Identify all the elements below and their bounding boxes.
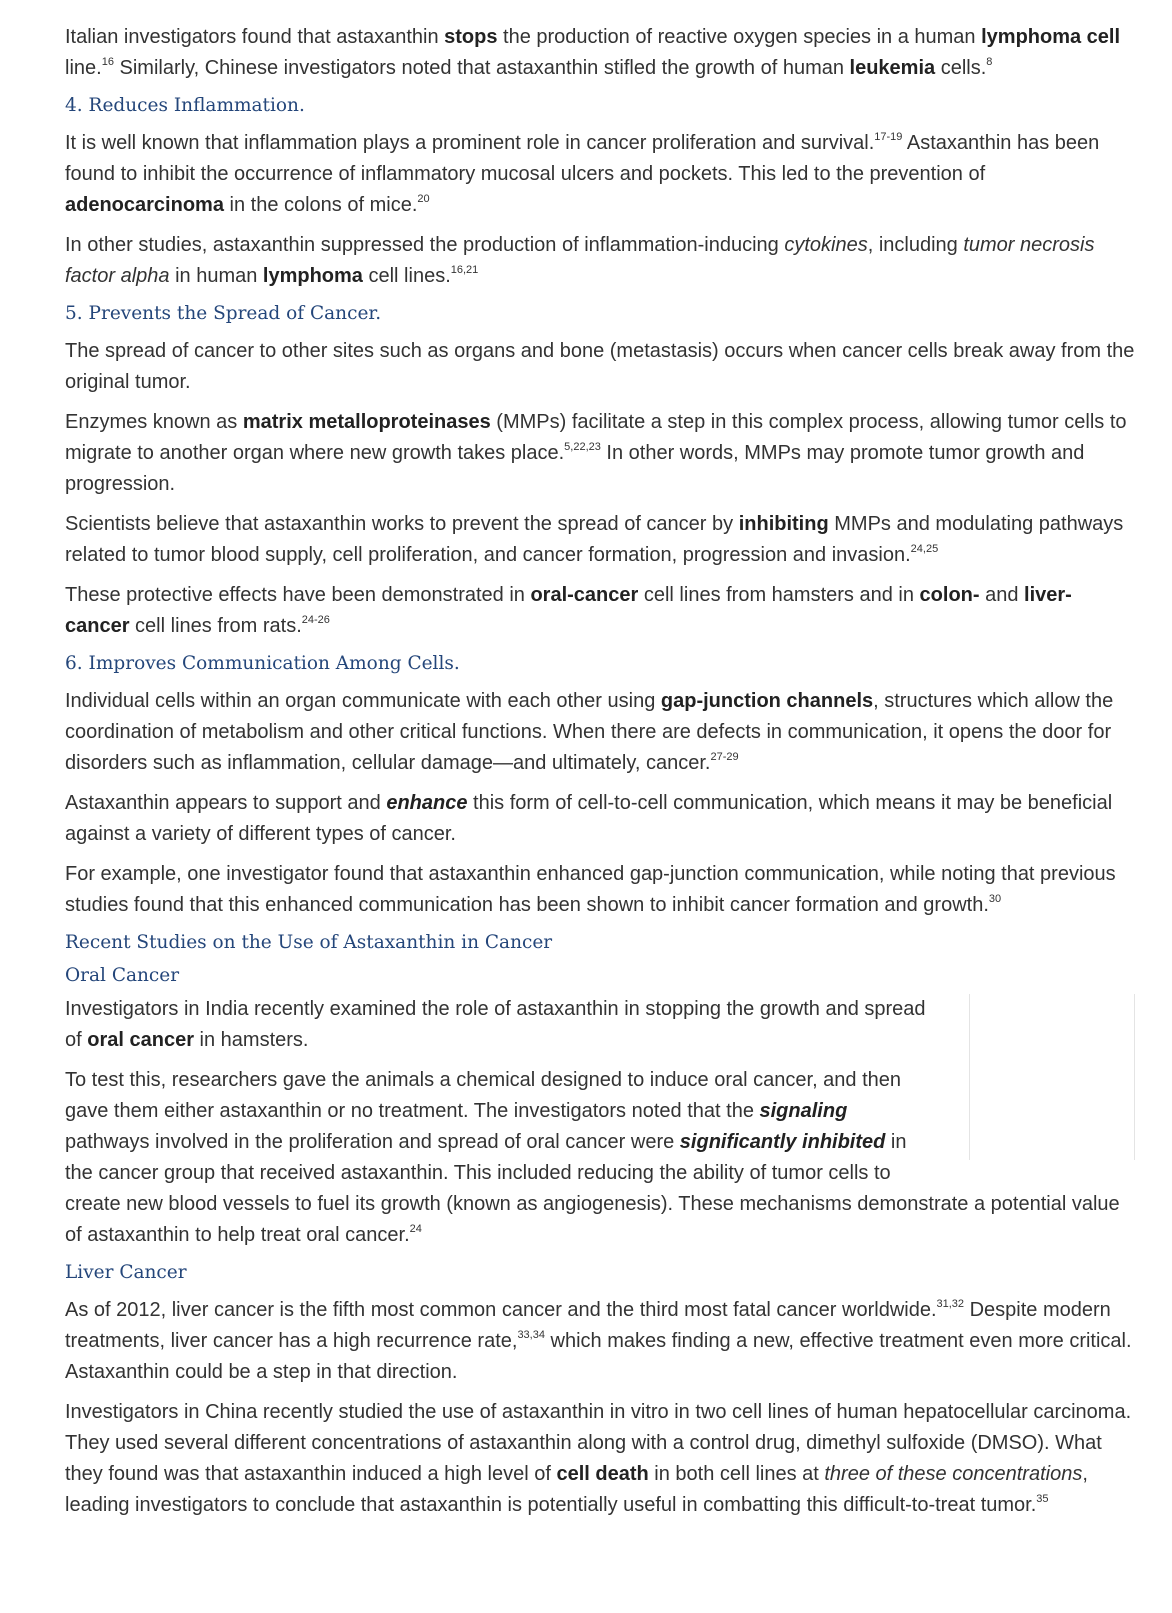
citation: 17-19 bbox=[874, 131, 903, 144]
paragraph-metastasis: The spread of cancer to other sites such as organs and bone (metastasis) occurs when cancer cells break away from the original tumor. bbox=[65, 340, 1135, 393]
citation: 16 bbox=[101, 56, 114, 69]
citation: 24 bbox=[409, 1223, 422, 1236]
citation: 5,22,23 bbox=[564, 441, 601, 454]
citation: 24,25 bbox=[910, 543, 939, 556]
heading-oral-cancer: Oral Cancer bbox=[65, 965, 180, 986]
paragraph-inhibiting-mmps: Scientists believe that astaxanthin works to prevent the spread of cancer by inhibiting MMPs and modulating pathways related to tumor blood supply, cell proliferation, and cancer formation, progression and invasion.$^{24,25}$ bbox=[65, 513, 1124, 566]
paragraph-example-investigator: For example, one investigator found that astaxanthin enhanced gap-junction communication, while noting that previous studies found that this enhanced communication has been shown to inhibit cancer formation and growth.$^{30}$ bbox=[65, 863, 1116, 916]
citation: 33,34 bbox=[517, 1329, 545, 1342]
paragraph-ros-leukemia: Italian investigators found that astaxanthin stops the production of reactive oxygen species in a human lymphoma cell line.$^{16}$ Similarly, Chinese investigators noted that astaxanthin stifled the growth of human leukemia cells.$^8$ bbox=[65, 26, 1121, 79]
citation: 16,21 bbox=[450, 264, 479, 277]
paragraph-cytokines: In other studies, astaxanthin suppressed the production of inflammation-inducing cytokines, including tumor necrosis factor alpha in human lymphoma cell lines.$^{16,21}$ bbox=[65, 234, 1095, 287]
heading-prevents-spread: 5. Prevents the Spread of Cancer. bbox=[65, 303, 382, 324]
citation: 35 bbox=[1036, 1493, 1049, 1506]
heading-improves-communication: 6. Improves Communication Among Cells. bbox=[65, 653, 460, 674]
article-body bbox=[65, 22, 1135, 1530]
paragraph-mmps: Enzymes known as matrix metalloproteinases (MMPs) facilitate a step in this complex process, allowing tumor cells to migrate to another organ where new growth takes place.$^{5,22,23}$ In other words, MMPs may promote tumor growth and progression. bbox=[65, 411, 1127, 495]
heading-reduces-inflammation: 4. Reduces Inflammation. bbox=[65, 95, 305, 116]
paragraph-liver-stats: As of 2012, liver cancer is the fifth most common cancer and the third most fatal cancer worldwide.$^{31,32}$ Despite modern treatments, liver cancer has a high recurrence rate,$^{33,34}$ which makes finding a new, effective treatment even more critical. Astaxanthin could be a step in that direction. bbox=[65, 1298, 1132, 1383]
citation: 8 bbox=[986, 56, 993, 69]
paragraph-oral-cancer-test: To test this, researchers gave the animals a chemical designed to induce oral cancer, and then gave them either astaxanthin or no treatment. The investigators noted that the signaling pathways involved in the proliferation and spread of oral cancer were significantly inhibited in the cancer group that received astaxanthin. This included reducing the ability of tumor cells to create new blood vessels to fuel its growth (known as angiogenesis). These mechanisms demonstrate a potential value of astaxanthin to help treat oral cancer.$^{24}$ bbox=[65, 1069, 1120, 1246]
heading-recent-studies: Recent Studies on the Use of Astaxanthin in Cancer bbox=[65, 932, 553, 953]
citation: 30 bbox=[988, 893, 1002, 906]
paragraph-india-hamsters: Investigators in India recently examined the role of astaxanthin in stopping the growth and spread of oral cancer in hamsters. bbox=[65, 998, 926, 1051]
citation: 31,32 bbox=[936, 1298, 965, 1311]
paragraph-china-hepatocellular: Investigators in China recently studied the use of astaxanthin in vitro in two cell lines of human hepatocellular carcinoma. They used several different concentrations of astaxanthin along with a control drug, dimethyl sulfoxide (DMSO). What they found was that astaxanthin induced a high level of cell death in both cell lines at three of these concentrations, leading investigators to conclude that astaxanthin is potentially useful in combatting this difficult-to-treat tumor.$^{35}$ bbox=[65, 1401, 1132, 1516]
paragraph-protective-effects: These protective effects have been demonstrated in oral-cancer cell lines from hamsters and in colon- and liver-cancer cell lines from rats.$^{24-26}$ bbox=[65, 584, 1072, 637]
citation: 20 bbox=[417, 193, 430, 206]
paragraph-enhance-communication: Astaxanthin appears to support and enhance this form of cell-to-cell communication, which means it may be beneficial against a variety of different types of cancer. bbox=[65, 792, 1113, 845]
paragraph-inflammation: It is well known that inflammation plays a prominent role in cancer proliferation and survival.$^{17-19}$ Astaxanthin has been found to inhibit the occurrence of inflammatory mucosal ulcers and pockets. This led to the prevention of adenocarcinoma in the colons of mice.$^{20}$ bbox=[65, 131, 1100, 216]
citation: 27-29 bbox=[710, 751, 739, 764]
citation: 24-26 bbox=[301, 614, 330, 627]
heading-liver-cancer: Liver Cancer bbox=[65, 1262, 187, 1283]
embedded-media-placeholder bbox=[969, 994, 1135, 1160]
paragraph-gap-junction: Individual cells within an organ communicate with each other using gap-junction channels, structures which allow the coordination of metabolism and other critical functions. When there are defects in communication, it opens the door for disorders such as inflammation, cellular damage—and ultimately, cancer.$^{27-29}$ bbox=[65, 690, 1114, 774]
